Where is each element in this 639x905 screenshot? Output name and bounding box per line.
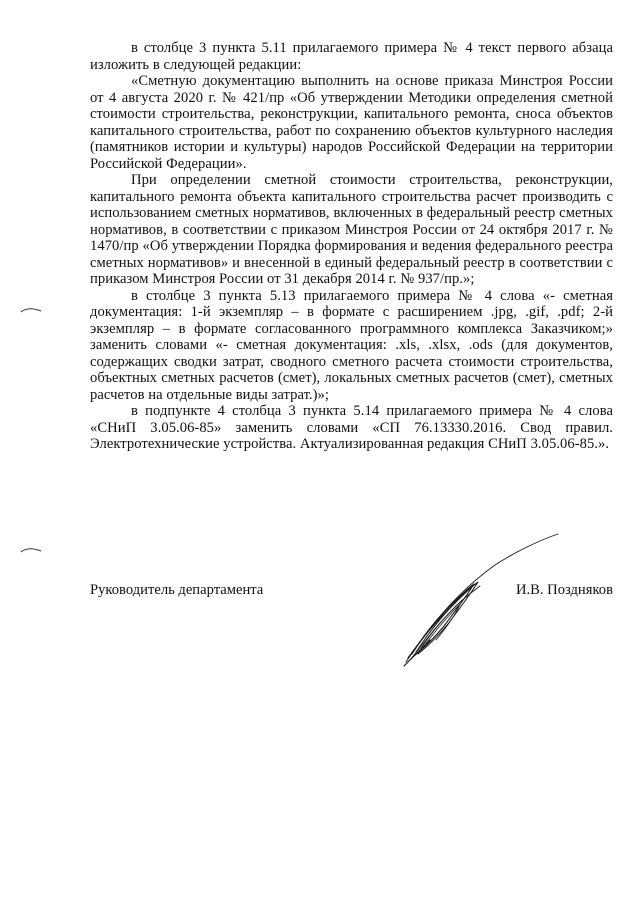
paragraph-5-13: в столбце 3 пункта 5.13 прилагаемого примера № 4 слова «- сметная документация: 1-й экземпляр – в формате с расширением .jpg, .gif, .pdf; 2-й экземпляр – в формате согласованного программного комплекса Заказчиком;» заменить словами «- сметная документация: .xls, .xlsx, .ods (для документов, содержащих сводки затрат, сводного сметного расчета стоимости строительства, объектных сметных расчетов (смет), локальных сметных расчетов (смет), сметных расчетов на отдельные виды затрат.)»; — [90, 287, 613, 403]
paragraph-5-11-calculation: При определении сметной стоимости строительства, реконструкции, капитального ремонта объекта капитального строительства расчет производить с использованием сметных нормативов, включенных в федеральный реестр сметных нормативов, в соответствии с приказом Минстроя России от 24 октября 2017 г. № 1470/пр «Об утверждении Порядка формирования и ведения федерального реестра сметных нормативов» и внесенной в единый федеральный реестр в соответствии с приказом Минстроя России от 31 декабря 2014 г. № 937/пр.»; — [90, 172, 613, 287]
signatory-role: Руководитель департамента — [90, 582, 264, 598]
paragraph-5-11-quote: «Сметную документацию выполнить на основе приказа Минстроя России от 4 августа 2020 г. № 421/пр «Об утверждении Методики определения сметной стоимости строительства, реконструкции, капитального ремонта, сноса объектов капитального строительства, работ по сохранению объектов культурного наследия (памятников истории и культуры) народов Российской Федерации на территории Российской Федерации». — [90, 73, 613, 172]
binding-mark-bottom — [20, 546, 42, 554]
binding-mark-top — [20, 306, 42, 314]
document-body — [90, 40, 613, 453]
paragraph-5-11-intro: в столбце 3 пункта 5.11 прилагаемого примера № 4 текст первого абзаца изложить в следующей редакции: — [90, 40, 613, 73]
handwritten-signature — [400, 530, 560, 670]
paragraph-5-14: в подпункте 4 столбца 3 пункта 5.14 прилагаемого примера № 4 слова «СНиП 3.05.06-85» заменить словами «СП 76.13330.2016. Свод правил. Электротехнические устройства. Актуализированная редакция СНиП 3.05.06-85.». — [90, 403, 613, 452]
signatory-name: И.В. Поздняков — [515, 582, 613, 598]
